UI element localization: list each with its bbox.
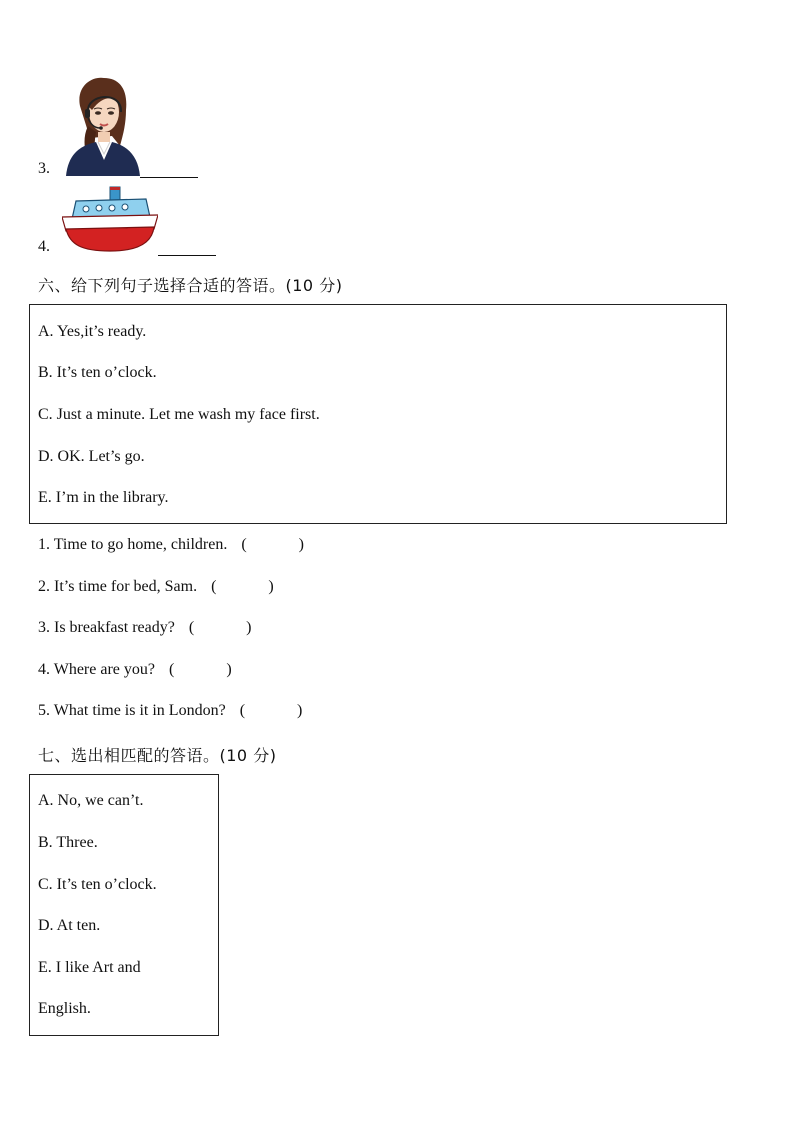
section-7-options-box xyxy=(29,774,219,1036)
option-d: D. At ten. xyxy=(38,917,101,934)
item-4-answer-blank[interactable] xyxy=(158,255,216,256)
option-c: C. Just a minute. Let me wash my face first. xyxy=(38,406,320,423)
answer-bracket-2[interactable]: ( ) xyxy=(211,578,274,595)
option-b: B. Three. xyxy=(38,834,98,851)
item-3-number: 3. xyxy=(38,160,50,177)
question-5 xyxy=(38,702,302,720)
question-4 xyxy=(38,661,232,679)
option-a: A. Yes,it’s ready. xyxy=(38,323,147,340)
ship-image xyxy=(62,185,158,255)
question-3-text: 3. Is breakfast ready? xyxy=(38,619,175,636)
question-3 xyxy=(38,619,251,637)
question-1-text: 1. Time to go home, children. xyxy=(38,536,228,553)
option-e-continued: English. xyxy=(38,1000,91,1017)
option-a: A. No, we can’t. xyxy=(38,792,144,809)
section-6-heading: 六、给下列句子选择合适的答语。(10 分) xyxy=(38,276,343,295)
question-2 xyxy=(38,578,274,596)
answer-bracket-3[interactable]: ( ) xyxy=(188,619,252,636)
option-c: C. It’s ten o’clock. xyxy=(38,876,157,893)
answer-bracket-1[interactable]: ( ) xyxy=(241,536,304,553)
section-6-options-box xyxy=(29,304,727,524)
question-4-text: 4. Where are you? xyxy=(38,661,155,678)
option-d: D. OK. Let’s go. xyxy=(38,448,145,465)
woman-with-headset-icon xyxy=(62,76,142,176)
option-b: B. It’s ten o’clock. xyxy=(38,364,157,381)
question-1 xyxy=(38,536,304,554)
option-e: E. I like Art and xyxy=(38,959,141,976)
item-4-number: 4. xyxy=(38,238,50,255)
ship-icon xyxy=(62,185,158,255)
question-5-text: 5. What time is it in London? xyxy=(38,702,226,719)
question-2-text: 2. It’s time for bed, Sam. xyxy=(38,578,198,595)
answer-bracket-4[interactable]: ( ) xyxy=(168,661,232,678)
section-7-heading: 七、选出相匹配的答语。(10 分) xyxy=(38,746,277,765)
option-e: E. I’m in the library. xyxy=(38,489,169,506)
answer-bracket-5[interactable]: ( ) xyxy=(239,702,303,719)
item-3-answer-blank[interactable] xyxy=(140,177,198,178)
woman-with-headset-image xyxy=(62,76,142,176)
